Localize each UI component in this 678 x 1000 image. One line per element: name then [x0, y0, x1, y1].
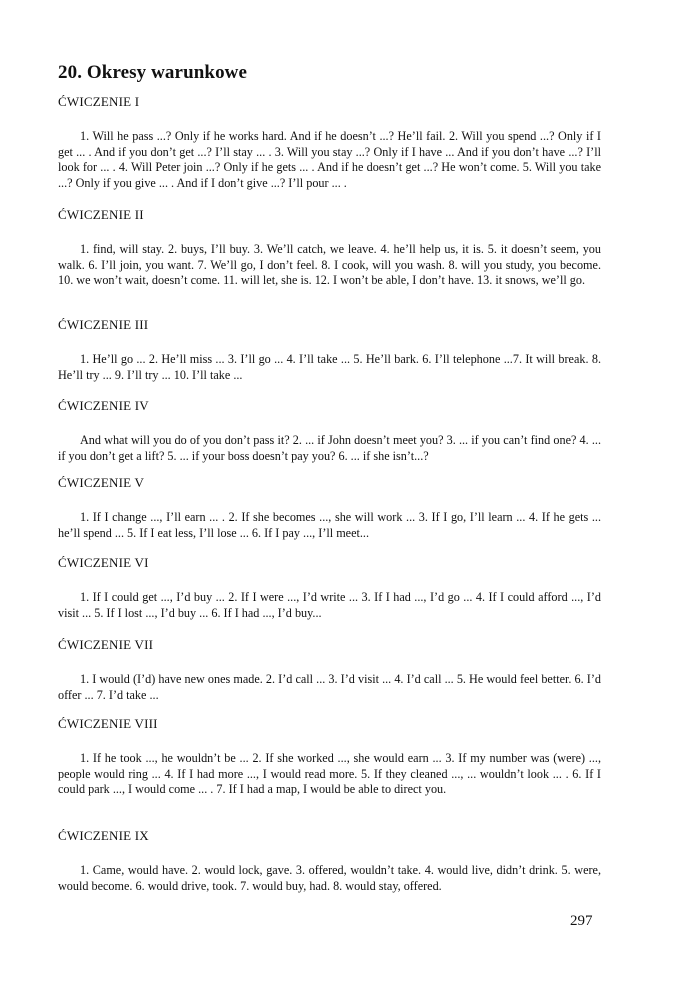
exercise-section-6: [58, 555, 601, 621]
exercise-section-3: [58, 317, 601, 383]
exercise-heading: ĆWICZENIE VIII: [58, 716, 158, 731]
exercise-answers: 1. Came, would have. 2. would lock, gave. 3. offered, wouldn’t take. 4. would live, didn’t drink. 5. were, would become. 6. would drive, took. 7. would buy, had. 8. would stay, offered.: [58, 863, 601, 893]
exercise-answers: 1. If he took ..., he wouldn’t be ... 2. If she worked ..., she would earn ... 3. If my number was (were) ..., people would ring ... 4. If I had more ..., I would read more. 5. If they cleaned ..., ... wouldn’t look ... . 6. If I could park ..., I would come ... . 7. If I had a map, I would be able to direct you.: [58, 751, 601, 797]
exercise-heading: ĆWICZENIE VII: [58, 637, 154, 652]
exercise-section-7: [58, 637, 601, 703]
page-title: 20. Okresy warunkowe: [58, 62, 248, 83]
exercise-answers: 1. He’ll go ... 2. He’ll miss ... 3. I’ll go ... 4. I’ll take ... 5. He’ll bark. 6. I’ll telephone ...7. It will break. 8. He’ll try ... 9. I’ll try ... 10. I’ll take ...: [58, 352, 601, 382]
exercise-heading: ĆWICZENIE IX: [58, 828, 149, 843]
exercise-section-2: [58, 207, 601, 289]
exercise-section-8: [58, 716, 601, 798]
exercise-answers: 1. If I change ..., I’ll earn ... . 2. If she becomes ..., she will work ... 3. If I go, I’ll learn ... 4. If he gets ... he’ll spend ... 5. If I eat less, I’ll lose ... 6. If I pay ..., I’ll meet...: [58, 510, 601, 540]
exercise-section-1: [58, 94, 601, 191]
page-number: 297: [570, 913, 593, 929]
exercise-answers: 1. If I could get ..., I’d buy ... 2. If I were ..., I’d write ... 3. If I had ..., I’d go ... 4. If I could afford ..., I’d visit ... 5. If I lost ..., I’d buy ... 6. If I had ..., I’d buy...: [58, 590, 601, 620]
exercise-heading: ĆWICZENIE IV: [58, 398, 149, 413]
exercise-section-5: [58, 475, 601, 541]
exercise-section-4: [58, 398, 601, 464]
exercise-section-9: [58, 828, 601, 894]
exercise-answers: 1. find, will stay. 2. buys, I’ll buy. 3. We’ll catch, we leave. 4. he’ll help us, it is. 5. it doesn’t seem, you walk. 6. I’ll join, you want. 7. We’ll go, I don’t feel. 8. I cook, will you wash. 8. will you study, you become. 10. we won’t wait, doesn’t come. 11. will let, she is. 12. I won’t be able, I don’t have. 13. it snows, we’ll go.: [58, 242, 601, 288]
exercise-heading: ĆWICZENIE VI: [58, 555, 149, 570]
exercise-heading: ĆWICZENIE I: [58, 94, 140, 109]
exercise-answers: 1. Will he pass ...? Only if he works hard. And if he doesn’t ...? He’ll fail. 2. Will you spend ...? Only if I get ... . And if you don’t get ...? I’ll stay ... . 3. Will you stay ...? Only if I have ... And if you don’t have ...? I’ll look for ... . 4. Will Peter join ...? Only if he gets ... . And if he doesn’t get ...? He won’t come. 5. Will you take ...? Only if you give ... . And if I don’t give ...? I’ll pour ... .: [58, 129, 601, 190]
exercise-answers: 1. I would (I’d) have new ones made. 2. I’d call ... 3. I’d visit ... 4. I’d call ... 5. He would feel better. 6. I’d offer ... 7. I’d take ...: [58, 672, 601, 702]
exercise-heading: ĆWICZENIE V: [58, 475, 145, 490]
exercise-heading: ĆWICZENIE III: [58, 317, 149, 332]
exercise-heading: ĆWICZENIE II: [58, 207, 144, 222]
exercise-answers: And what will you do of you don’t pass it? 2. ... if John doesn’t meet you? 3. ... if you can’t find one? 4. ... if you don’t get a lift? 5. ... if your boss doesn’t pay you? 6. ... if she isn’t...?: [58, 433, 601, 463]
